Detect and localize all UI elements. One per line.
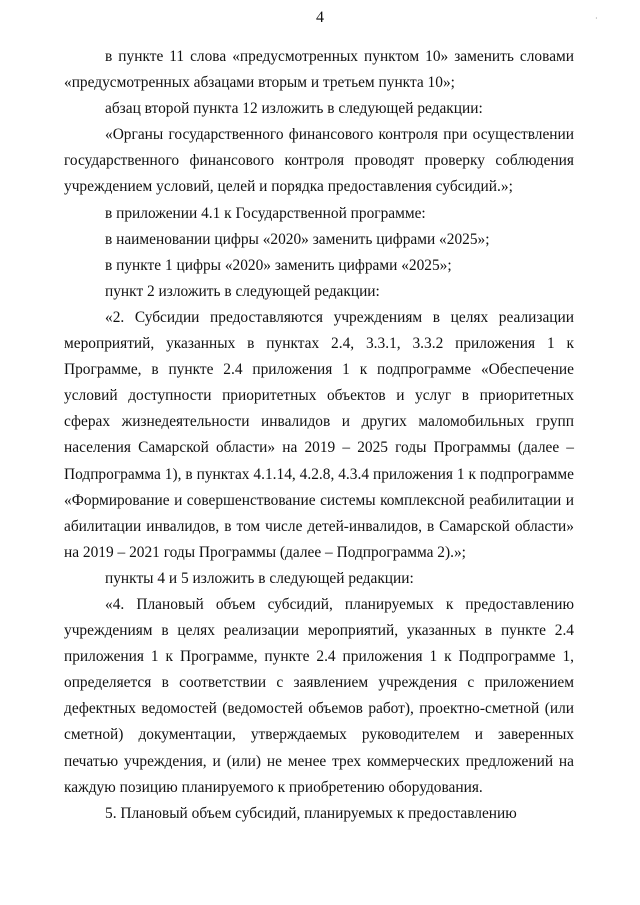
paragraph-points-4-5-intro: пункты 4 и 5 изложить в следующей редакции: [105, 569, 414, 587]
paragraph-point-1-digits: в пункте 1 цифры «2020» заменить цифрами «2025»; [105, 256, 452, 274]
paragraph-point-4: «4. Плановый объем субсидий, планируемых к предоставлению учреждениям в целях реализации мероприятий, указанных в пункте 2.4 приложения 1 к Программе, пункте 2.4 приложения 1 к Подпрограмме 1, определяется в соответствии с заявлением учреждения с приложением дефектных ведомостей (ведомостей объемов работ), проектно-сметной (или сметной) документации, утверждаемых руководителем и заверенных печатью учреждения, и (или) не менее трех коммерческих предложений на каждую позицию планируемого к приобретению оборудования. [64, 595, 574, 796]
paragraph-point-2-intro: пункт 2 изложить в следующей редакции: [105, 282, 380, 300]
page-number: 4 [316, 9, 324, 26]
paragraph-point-5: 5. Плановый объем субсидий, планируемых к предоставлению [105, 804, 517, 822]
paragraph-control-bodies: «Органы государственного финансового контроля при осуществлении государственного финансового контроля проводят проверку соблюдения учреждением условий, целей и порядка предоставления субсидий.»; [64, 126, 574, 196]
paragraph-title-digits: в наименовании цифры «2020» заменить цифрами «2025»; [105, 230, 490, 248]
paragraph-appendix-4-1: в приложении 4.1 к Государственной программе: [105, 204, 426, 222]
corner-mark: · [595, 14, 598, 23]
paragraph-subsidies-point-2: «2. Субсидии предоставляются учреждениям в целях реализации мероприятий, указанных в пунктах 2.4, 3.3.1, 3.3.2 приложения 1 к Программе, в пункте 2.4 приложения 1 к подпрограмме «Обеспечение условий доступности приоритетных объектов и услуг в приоритетных сферах жизнедеятельности инвалидов и других маломобильных групп населения Самарской области» на 2019 – 2025 годы Программы (далее – Подпрограмма 1), в пунктах 4.1.14, 4.2.8, 4.3.4 приложения 1 к подпрограмме «Формирование и совершенствование системы комплексной реабилитации и абилитации инвалидов, в том числе детей-инвалидов, в Самарской области» на 2019 – 2021 годы Программы (далее – Подпрограмма 2).»; [64, 308, 574, 561]
paragraph-amend-point-11: в пункте 11 слова «предусмотренных пунктом 10» заменить словами «предусмотренных абзацами вторым и третьем пункта 10»; [64, 48, 574, 92]
paragraph-point-12-intro: абзац второй пункта 12 изложить в следующей редакции: [105, 100, 483, 118]
document-body [64, 44, 574, 827]
